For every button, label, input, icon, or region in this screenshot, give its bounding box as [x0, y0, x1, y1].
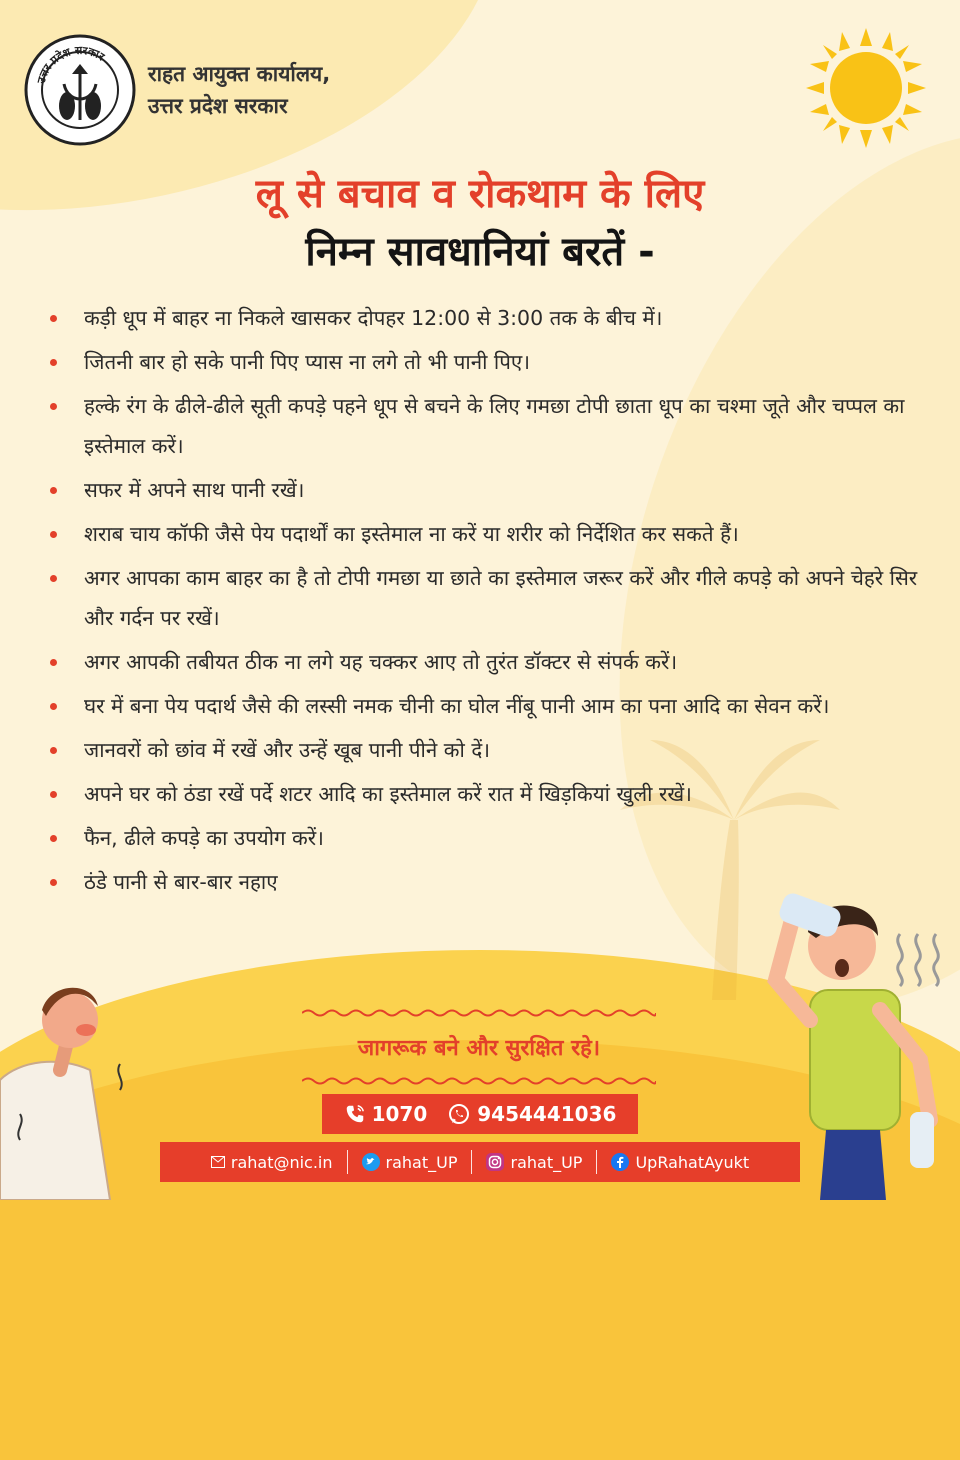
list-item	[46, 730, 946, 770]
list-item	[46, 386, 946, 466]
divider	[471, 1150, 472, 1174]
org-line-1: राहत आयुक्त कार्यालय,	[148, 62, 331, 86]
heat-waves-icon	[888, 928, 948, 988]
title-line-1: लू से बचाव व रोकथाम के लिए	[255, 171, 705, 217]
list-item-text: अगर आपकी तबीयत ठीक ना लगे यह चक्कर आए तो तुरंत डॉक्टर से संपर्क करें।	[84, 650, 678, 674]
helpline-bar	[322, 1094, 638, 1134]
list-item	[46, 298, 946, 338]
bullet-icon	[50, 315, 57, 322]
bullet-icon	[50, 403, 57, 410]
list-item-text: अपने घर को ठंडा रखें पर्दे शटर आदि का इस्तेमाल करें रात में खिड़कियां खुली रखें।	[84, 782, 692, 806]
list-item-text: जानवरों को छांव में रखें और उन्हें खूब पानी पीने को दें।	[84, 738, 490, 762]
list-item-text: जितनी बार हो सके पानी पिए प्यास ना लगे तो भी पानी पिए।	[84, 350, 530, 374]
list-item-text: कड़ी धूप में बाहर ना निकले खासकर दोपहर 12:00 से 3:00 तक के बीच में।	[84, 306, 663, 330]
facebook-text: UpRahatAyukt	[635, 1152, 750, 1172]
list-item	[46, 558, 946, 638]
bullet-icon	[50, 835, 57, 842]
bullet-icon	[50, 879, 57, 886]
bullet-icon	[50, 575, 57, 582]
bullet-icon	[50, 531, 57, 538]
svg-text:उत्तर प्रदेश सरकार: उत्तर प्रदेश सरकार	[34, 43, 107, 85]
bullet-icon	[50, 659, 57, 666]
slogan-text: जागरूक बने और सुरक्षित रहे।	[357, 1036, 601, 1061]
social-bar	[160, 1142, 800, 1182]
instagram-link[interactable]	[472, 1153, 596, 1172]
title-line-2: निम्न सावधानियां बरतें -	[305, 229, 655, 275]
helpline-number[interactable]	[344, 1102, 428, 1126]
bullet-icon	[50, 487, 57, 494]
facebook-icon	[611, 1153, 629, 1171]
list-item-text: हल्के रंग के ढीले-ढीले सूती कपड़े पहने धूप से बचने के लिए गमछा टोपी छाता धूप का चश्मा जूते और चप्पल का इस्तेमाल करें।	[84, 394, 905, 458]
list-item-text: घर में बना पेय पदार्थ जैसे की लस्सी नमक चीनी का घोल नींबू पानी आम का पना आदि का सेवन करें।	[84, 694, 830, 718]
twitter-text: rahat_UP	[385, 1152, 458, 1172]
email-text: rahat@nic.in	[230, 1152, 333, 1172]
instagram-text: rahat_UP	[510, 1152, 583, 1172]
list-item	[46, 774, 946, 814]
precautions-list	[46, 298, 946, 906]
instagram-icon	[486, 1153, 504, 1171]
twitter-icon	[362, 1153, 380, 1171]
list-item-text: ठंडे पानी से बार-बार नहाए	[84, 870, 278, 894]
list-item	[46, 686, 946, 726]
bullet-icon	[50, 703, 57, 710]
email-link[interactable]	[197, 1153, 347, 1172]
org-line-2: उत्तर प्रदेश सरकार	[148, 94, 288, 118]
divider	[347, 1150, 348, 1174]
bullet-icon	[50, 747, 57, 754]
emblem-logo	[24, 34, 136, 146]
phone-icon	[344, 1103, 366, 1125]
list-item-text: अगर आपका काम बाहर का है तो टोपी गमछा या छाते का इस्तेमाल जरूर करें और गीले कपड़े को अपने चेहरे सिर और गर्दन पर रखें।	[84, 566, 918, 630]
whatsapp-icon	[447, 1102, 471, 1126]
slogan-box	[302, 1008, 656, 1088]
bullet-icon	[50, 359, 57, 366]
whatsapp-text: 9454441036	[477, 1102, 617, 1126]
list-item	[46, 818, 946, 858]
sweating-man-illustration	[0, 960, 150, 1200]
mail-icon	[211, 1156, 225, 1168]
whatsapp-number[interactable]	[447, 1102, 616, 1126]
sun-icon	[806, 28, 926, 148]
twitter-link[interactable]	[348, 1153, 472, 1172]
helpline-text: 1070	[371, 1102, 428, 1126]
list-item	[46, 342, 946, 382]
list-item	[46, 470, 946, 510]
facebook-link[interactable]	[597, 1153, 763, 1172]
divider	[596, 1150, 597, 1174]
wave-divider	[302, 1076, 656, 1086]
list-item-text: फैन, ढीले कपड़े का उपयोग करें।	[84, 826, 324, 850]
organization-name	[148, 58, 330, 122]
wave-divider	[302, 1008, 656, 1018]
list-item	[46, 514, 946, 554]
list-item	[46, 642, 946, 682]
list-item-text: सफर में अपने साथ पानी रखें।	[84, 478, 305, 502]
list-item-text: शराब चाय कॉफी जैसे पेय पदार्थों का इस्तेमाल ना करें या शरीर को निर्देशित कर सकते हैं।	[84, 522, 739, 546]
bullet-icon	[50, 791, 57, 798]
